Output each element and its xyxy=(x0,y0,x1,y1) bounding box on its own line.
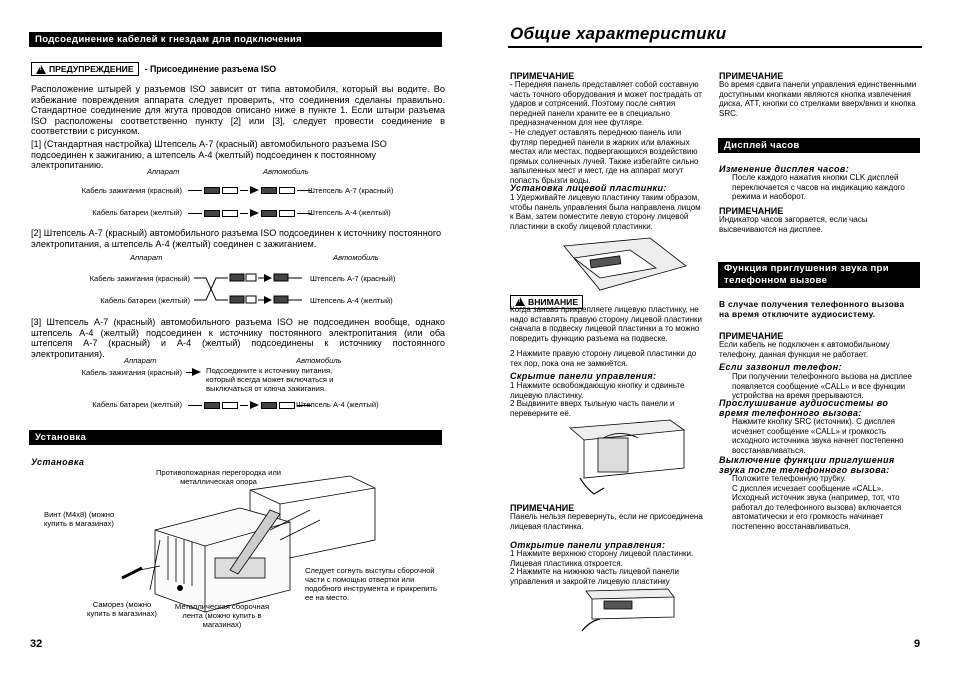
open-step2: 2 Нажмите на нижнюю часть лицевой панели управления и закройте лицевую пластинку xyxy=(510,567,680,586)
warning-triangle-icon xyxy=(36,65,46,74)
callout-self-screw: Саморез (можно купить в магазинах) xyxy=(87,600,157,618)
ign-cable-2: Кабель зажигания (красный) xyxy=(89,274,190,283)
ign-cable-3: Кабель зажигания (красный) xyxy=(81,368,182,377)
hide-step1: 1 Нажмите освобождающую кнопку и сдвиньте лицевую пластинку. xyxy=(510,381,685,400)
title-rule xyxy=(508,46,922,48)
hide-subtitle: Скрытие панели управления: xyxy=(510,371,657,381)
open-subtitle: Открытие панели управления: xyxy=(510,540,666,550)
note4-text: Индикатор часов загорается, если часы высвечиваются на дисплее. xyxy=(719,215,868,234)
note4-head: ПРИМЕЧАНИЕ xyxy=(719,206,784,216)
warning-line xyxy=(31,62,276,76)
section-title: Подсоединение кабелей к гнездам для подключения xyxy=(35,34,302,45)
section-header-clock xyxy=(718,138,920,153)
clock-subtitle: Изменение дисплея часов: xyxy=(719,164,850,174)
note3-text: Во время сдвига панели управления единственными доступными кнопками являются кнопка извлечения диска, ATT, кнопки со стрелками вверх/вниз и кнопка SRC. xyxy=(719,80,917,118)
a7-label-1: Штепсель A-7 (красный) xyxy=(308,186,394,195)
callout-bend: Следует согнуть выступы сборочной части с помощью отвертки или подобного инструмента и прикрепить ее на место. xyxy=(305,566,437,602)
note2-head: ПРИМЕЧАНИЕ xyxy=(510,503,575,513)
note5-text: Если кабель не подключен к автомобильному телефону, данная функция не работает. xyxy=(719,340,890,359)
section-header-connections xyxy=(29,32,442,47)
clock-title: Дисплей часов xyxy=(724,140,800,151)
mute-intro: В случае получения телефонного вызова на время отключите аудиосистему. xyxy=(719,299,905,319)
open-step1: 1 Нажмите верхнюю сторону лицевой пластинки. Лицевая пластинка откроется. xyxy=(510,549,694,568)
install-subtitle: Установка xyxy=(31,457,85,467)
clock-text: После каждого нажатия кнопки CLK дисплей переключается с часов на индикацию каждого режима и наоборот. xyxy=(732,173,905,202)
panel-open-illustration xyxy=(570,585,680,635)
a7-label-2: Штепсель A-7 (красный) xyxy=(310,274,396,283)
intro-paragraph: Расположение штырей у разъемов ISO зависит от типа автомобиля, который вы водите. Во избежание повреждения аппарата следует проверить, что соединения сделаны правильно. Стандартное соединение для жгута проводов описано ниже в пункте 1. Если штыри разъема ISO расположены соответственно пункту [2] или [3], следует провести соединение в соответствии с рисунком. xyxy=(31,84,445,137)
incall-subtitle: Если зазвонил телефон: xyxy=(719,362,842,372)
mute-title: Функция приглушения звука при телефонном вызове xyxy=(724,263,889,286)
arrow-to-note xyxy=(186,368,201,376)
attach-subtitle: Установка лицевой пластинки: xyxy=(510,183,667,193)
attention-text: Когда заново прикрепляете лицевую пластинку, не надо вставлять правую сторону лицевой пластинки сначала в подвеску лицевой пластинки а то можно повредить функцию разъема на подвеске. xyxy=(510,305,702,343)
off-subtitle: Выключение функции приглушения звука после телефонного вызова: xyxy=(719,455,895,475)
section-title-install: Установка xyxy=(35,432,87,443)
label-apparat-1: Аппарат xyxy=(147,167,180,176)
note5-head: ПРИМЕЧАНИЕ xyxy=(719,331,784,341)
attach-step2: 2 Нажмите правую сторону лицевой пластинки до тех пор, пока она не замкнётся. xyxy=(510,349,697,368)
incall-text: При получении телефонного вызова на дисплее появляется сообщение «CALL» и все функции устройства на время прерываются. xyxy=(732,372,912,401)
warning-label: ПРЕДУПРЕЖДЕНИЕ xyxy=(49,64,134,74)
section-header-install xyxy=(29,430,442,445)
case3-note: Подсоедините к источнику питания, который всегда может включаться и выключаться от ключа зажигания. xyxy=(206,366,334,393)
listen-subtitle: Прослушивание аудиосистемы во время телефонного вызова: xyxy=(719,398,889,418)
hide-step2: 2 Выдвините вверх тыльную часть панели и переверните её. xyxy=(510,399,675,418)
bat-cable-1: Кабель батареи (желтый) xyxy=(92,208,182,217)
panel-flip-illustration xyxy=(560,418,690,498)
crossed-wires-diagram xyxy=(192,272,304,308)
label-auto-2: Автомобиль xyxy=(333,253,379,262)
connector-row-3 xyxy=(188,401,311,409)
warning-box xyxy=(31,62,139,76)
attach-text: 1 Удерживайте лицевую пластинку таким образом, чтобы панель управления была направлена лицом к Вам, затем поместите левую сторону лицевой пластинки в скобу лицевой пластинки. xyxy=(510,193,701,231)
case3-paragraph: [3] Штепсель A-7 (красный) автомобильного разъема ISO не подсоединен вообще, однако штепсель A-4 (желтый) подсоединен к источнику постоянного электропитания (или оба штепселя A-7 (красный) и A-4 (желтый) подсоединены к источнику постоянного электропитания). xyxy=(31,317,445,359)
connector-row-1a xyxy=(188,186,311,194)
section-header-mute xyxy=(718,262,920,288)
callout-screw: Винт (M4x8) (можно купить в магазинах) xyxy=(44,510,115,528)
label-apparat-3: Аппарат xyxy=(124,356,157,365)
callout-strap: Металлическая сборочная лента (можно купить в магазинах) xyxy=(174,602,270,629)
ign-cable-1: Кабель зажигания (красный) xyxy=(81,186,182,195)
case2-paragraph: [2] Штепсель A-7 (красный) автомобильного разъема ISO подсоединен к источнику постоянного электропитания, а штепсель A-4 (желтый) соединен с зажиганием. xyxy=(31,228,442,249)
label-auto-3: Автомобиль xyxy=(296,356,342,365)
faceplate-attach-illustration xyxy=(560,236,690,292)
label-apparat-2: Аппарат xyxy=(130,253,163,262)
page-number-left: 32 xyxy=(30,638,43,650)
a4-label-3: Штепсель A-4 (желтый) xyxy=(296,400,379,409)
attention-label: ВНИМАНИЕ xyxy=(528,296,579,307)
bat-cable-3: Кабель батареи (желтый) xyxy=(92,400,182,409)
off-text: Положите телефонную трубку. С дисплея исчезает сообщение «CALL». Исходный источник звука (например, тот, что работал до телефонного вызова) включается автоматически и его громкость начинает постепенно восстанавливаться. xyxy=(732,474,902,531)
page-number-right: 9 xyxy=(914,638,921,650)
note2-text: Панель нельзя перевернуть, если не присоединена лицевая пластинка. xyxy=(510,512,703,531)
note1-head: ПРИМЕЧАНИЕ xyxy=(510,71,575,81)
bat-cable-2: Кабель батареи (желтый) xyxy=(100,296,190,305)
note1-text: - Передняя панель представляет собой составную часть точного оборудования и может пострадать от ударов и сотрясений. Поэтому после снятия передней панели храните ее в специально предназначенном для нее футляре. - Не следует оставлять переднюю панель или футляр передней панели в жарких или влажных местах или местах, подвергающихся воздействию прямых солнечных лучей. Также избегайте сильно запыленных мест и мест, где на аппарат могут попасть брызги воды. xyxy=(510,80,702,185)
label-auto-1: Автомобиль xyxy=(263,167,309,176)
a4-label-1: Штепсель A-4 (желтый) xyxy=(308,208,391,217)
callout-wall: Противопожарная перегородка или металлическая опора xyxy=(155,468,282,486)
a4-label-2: Штепсель A-4 (желтый) xyxy=(310,296,393,305)
case1-paragraph: [1] (Стандартная настройка) Штепсель A-7 (красный) автомобильного разъема ISO подсоединен к зажиганию, а штепсель A-4 (желтый) подсоединен к постоянному электропитанию. xyxy=(31,139,387,171)
listen-text: Нажмите кнопку SRC (источник). С дисплея исчезнет сообщение «CALL» и громкость исходного источника звука начнет постепенно восстанавливаться. xyxy=(732,417,904,455)
page-title: Общие характеристики xyxy=(510,24,727,43)
note3-head: ПРИМЕЧАНИЕ xyxy=(719,71,784,81)
connector-row-1b xyxy=(188,209,311,217)
warning-text: - Присоединение разъема ISO xyxy=(144,64,277,74)
